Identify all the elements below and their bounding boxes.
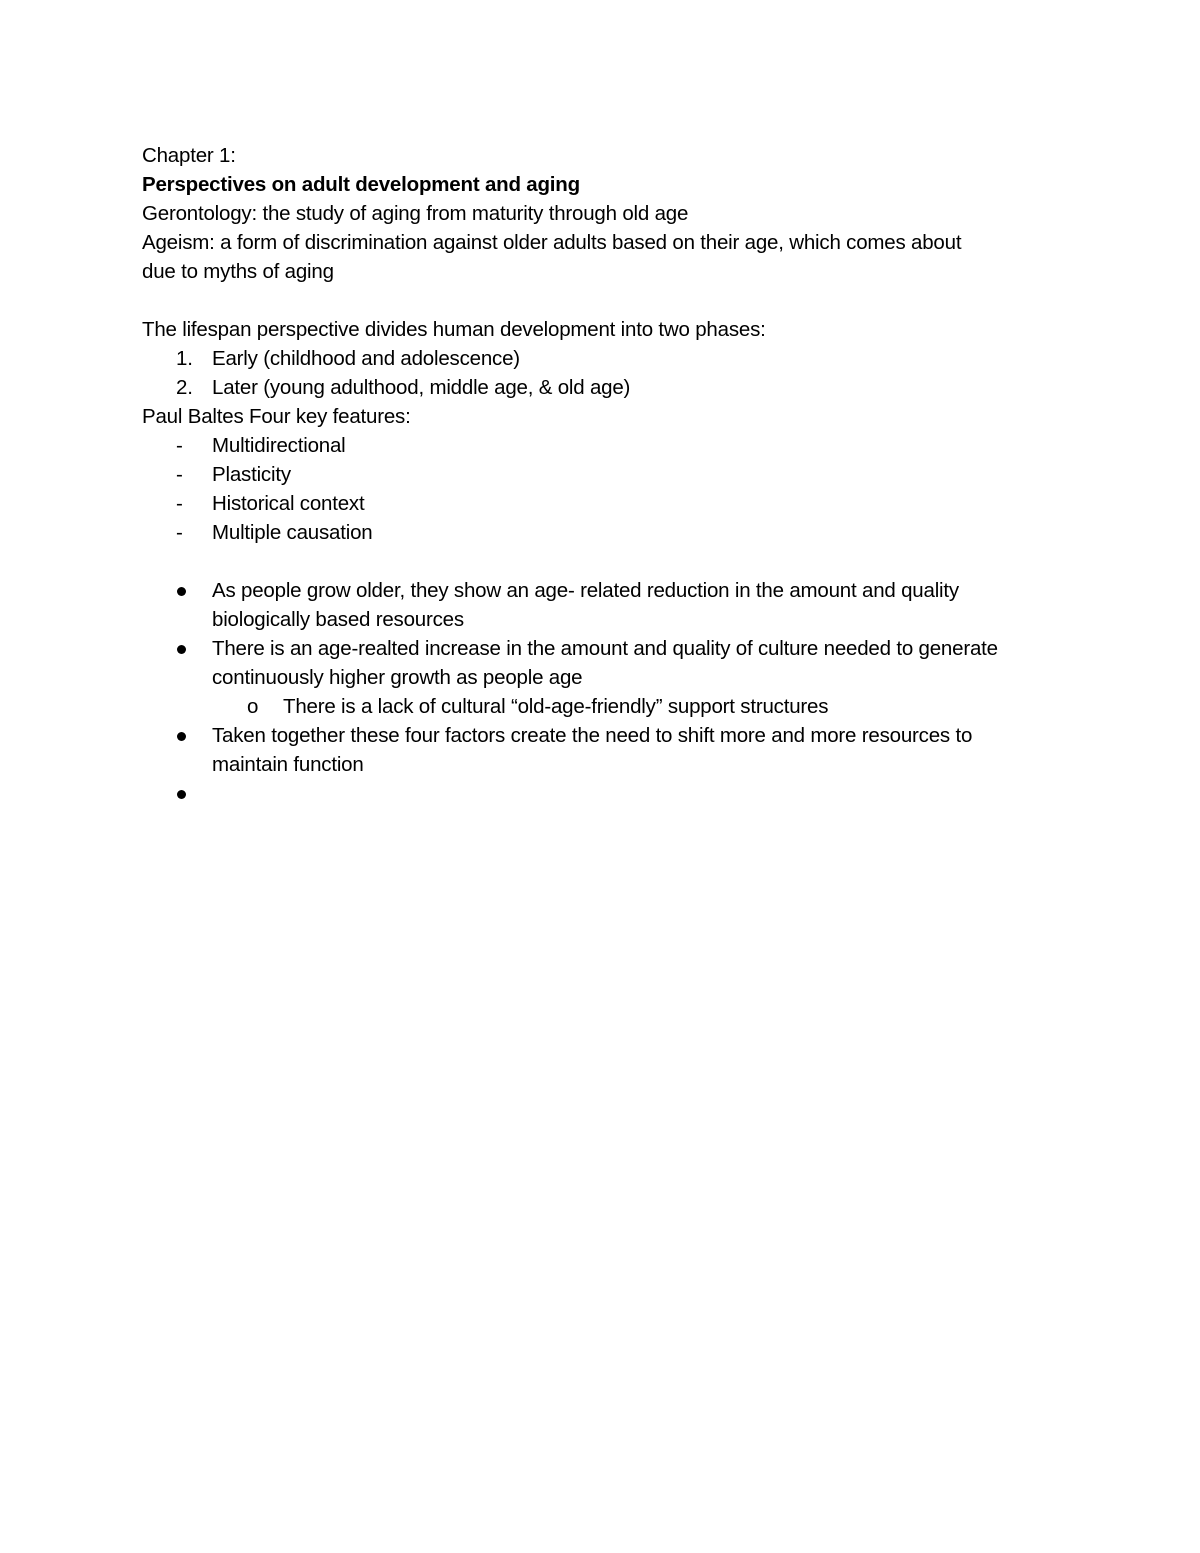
list-item-text: Multidirectional (212, 434, 346, 457)
sub-bullet-marker: o (247, 695, 259, 718)
bullet-list-item (142, 576, 1082, 634)
blank-line (142, 286, 1082, 315)
list-item-text: Taken together these four factors create the need to shift more and more resources to (212, 724, 973, 747)
numbered-list-item (142, 344, 1082, 373)
bullet-icon (177, 790, 186, 799)
gerontology-definition: Gerontology: the study of aging from maturity through old age (142, 202, 689, 225)
list-number: 2. (176, 376, 193, 399)
list-item-text: Multiple causation (212, 521, 373, 544)
list-item-text: Later (young adulthood, middle age, & old age) (212, 376, 631, 399)
ageism-definition-line-1: Ageism: a form of discrimination against older adults based on their age, which comes about (142, 231, 962, 254)
list-item-text: There is an age-realted increase in the amount and quality of culture needed to generate (212, 637, 998, 660)
bullet-list-item (142, 721, 1082, 779)
dash-marker: - (176, 434, 183, 457)
dash-list-item (142, 460, 1082, 489)
blank-line (142, 547, 1082, 576)
list-item-text: Historical context (212, 492, 365, 515)
list-item-text: maintain function (212, 753, 364, 776)
dash-marker: - (176, 521, 183, 544)
baltes-intro: Paul Baltes Four key features: (142, 405, 411, 428)
list-item-text: Plasticity (212, 463, 291, 486)
list-item-text: continuously higher growth as people age (212, 666, 583, 689)
bullet-icon (177, 587, 186, 596)
chapter-label: Chapter 1: (142, 144, 236, 167)
bullet-list-item-empty (142, 779, 1082, 808)
ageism-definition-line-2: due to myths of aging (142, 260, 334, 283)
section-heading: Perspectives on adult development and aging (142, 173, 580, 196)
sub-bullet-list-item (142, 692, 1082, 721)
document-body (142, 141, 1082, 808)
bullet-list-item (142, 634, 1082, 692)
bullet-icon (177, 645, 186, 654)
dash-marker: - (176, 492, 183, 515)
dash-list-item (142, 489, 1082, 518)
list-item-text: There is a lack of cultural “old-age-friendly” support structures (283, 695, 829, 718)
numbered-list-item (142, 373, 1082, 402)
list-number: 1. (176, 347, 193, 370)
list-item-text: Early (childhood and adolescence) (212, 347, 520, 370)
dash-list-item (142, 431, 1082, 460)
list-item-text: As people grow older, they show an age- related reduction in the amount and quality (212, 579, 959, 602)
dash-marker: - (176, 463, 183, 486)
list-item-text: biologically based resources (212, 608, 464, 631)
dash-list-item (142, 518, 1082, 547)
lifespan-intro: The lifespan perspective divides human development into two phases: (142, 318, 766, 341)
bullet-icon (177, 732, 186, 741)
